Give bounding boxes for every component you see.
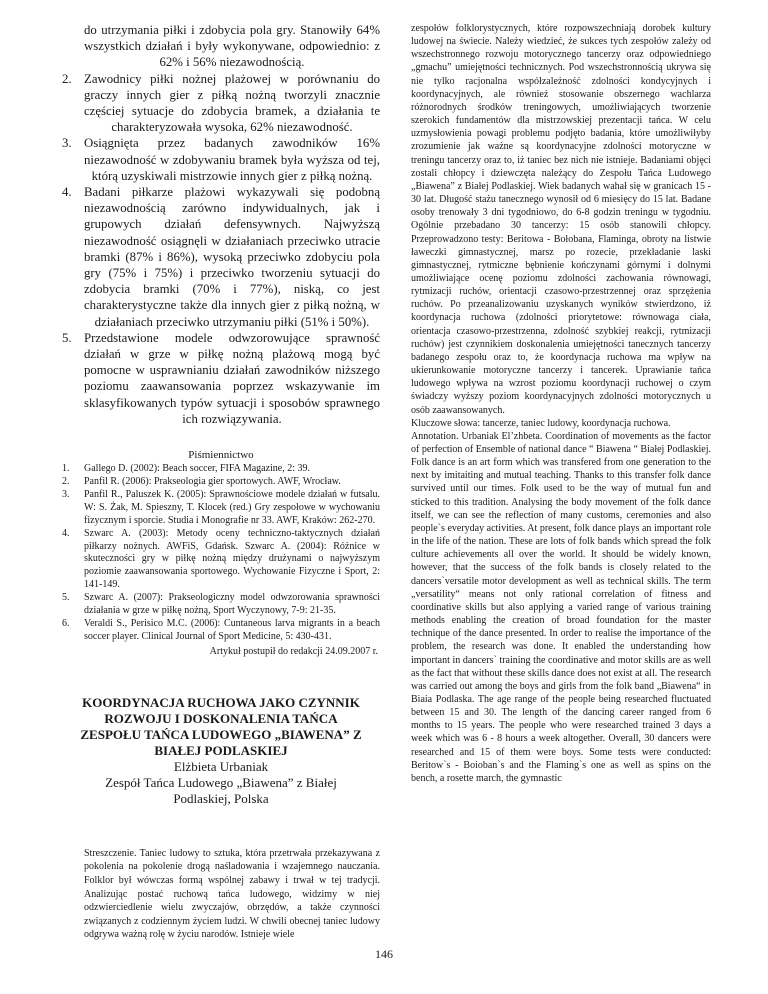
affiliation-line: Podlaskiej, Polska — [173, 790, 269, 806]
reference-item: 2. Panfil R. (2006): Prakseologia gier sportowych. AWF, Wrocław. — [62, 475, 341, 487]
reference-item: 3. Panfil R., Paluszek K. (2005): Sprawnościowe modele działań w futsalu. W: S. Żak, M. Spieszny, T. Klocek (red.) Gry zespołowe w wychowaniu fizycznym i sporcie. Studia i Monografie nr 33. AWF, Kraków: 262-270. — [62, 488, 380, 526]
reference-item: 1. Gallego D. (2002): Beach soccer, FIFA Magazine, 2: 39. — [62, 463, 311, 475]
references-list — [62, 463, 380, 644]
article-title-line: KOORDYNACJA RUCHOWA JAKO CZYNNIK — [82, 694, 360, 710]
page-number: 146 — [375, 947, 393, 961]
reference-item: 4. Szwarc A. (2003): Metody oceny techniczno-taktycznych działań piłkarzy nożnych. AWFiS, Gdańsk. Szwarc A. (2004): Różnice w skuteczności gry w piłkę nożną między drużynami o najwyższym poziomie zaawansowania sportowego. Wychowanie Fizyczne i Sport, 2: 141-149. — [62, 527, 380, 591]
list-item: 5. Przedstawione modele odwzorowujące sprawność działań w grze w piłkę nożną plażową mogą być pomocne w usprawnianiu działań zawodników niższego poziomu zaawansowania poprzez wskazywanie im sklasyfikowanych typów sytuacji i sposobów sprawnego ich rozwiązywania. — [62, 330, 380, 426]
abstract-polish: Streszczenie. Taniec ludowy to sztuka, która przetrwała przekazywana z pokolenia na pokolenie drogą naśladowania i wzajemnego nauczania. Folklor był wówczas formą wspólnej zabawy i trwał w tej tradycji. Analizując postać ruchową tańca ludowego, widzimy w niej odzwierciedlenie wielu zwyczajów, obrzędów, a także czynności związanych z codziennym życiem ludzi. W chwili obecnej taniec ludowy odgrywa ważną rolę w życiu narodów. Istnieje wiele — [84, 847, 380, 941]
conclusions-list — [62, 22, 380, 427]
list-item: do utrzymania piłki i zdobycia pola gry. Stanowiły 64% wszystkich działań i były wykonywane, odpowiednio: z 62% i 56% niezawodnością. — [84, 23, 380, 70]
references-heading: Piśmiennictwo — [188, 449, 254, 462]
list-item: 4. Badani piłkarze plażowi wykazywali się podobną niezawodnością zarówno indywidualnych, jak i grupowych działań defensywnych. Najwyższą niezawodność osiągnęli w działaniach przeciwko utracie bramki (87% i 86%), wysoką przeciwko zdobyciu pola gry (75% i 75%) i przeciwko tworzeniu sytuacji do zdobycia bramki (70% i 77%), niską, co jest charakterystyczne także dla innych gier z piłką nożną, w działaniach przeciwko utrzymaniu piłki (51% i 50%). — [62, 185, 380, 329]
list-item: 3. Osiągnięta przez badanych zawodników 16% niezawodność w zdobywaniu bramek była wyższa od tej, którą uzyskiwali mistrzowie innych gier z piłką nożną. — [62, 136, 380, 183]
article-title-block — [62, 695, 380, 807]
reference-item: 5. Szwarc A. (2007): Prakseologiczny model odwzorowania sprawności działania w grze w piłkę nożną, Sport Wyczynowy, 7-9: 21-35. — [62, 592, 380, 617]
abstract-continuation: zespołów folklorystycznych, które rozpowszechniają dorobek kultury ludowej na świecie. Należy wiedzieć, że sukces tych zespołów zależy od wszechstronnego rozwoju motorycznego tancerzy oraz odpowiedniego „gmachu” umiejętności technicznych. Pod wszechstronnością ukrywa się nie tylko racjonalna współzależność zdolności kondycyjnych i koordynacyjnych, ale również stosowanie obszernego wachlarza różnorodnych środków treningowych, umożliwiających tworzenie szerokich fundamentów dla mistrzowskiej prezentacji tańca. W celu uzmysłowienia powagi problemu podjęto badania, które umożliwiłyby zrozumienie jak ważne są koordynacyjne zdolności motoryczne w treningu tancerzy oraz to, iż taniec bez nich nie istnieje. Badaniami objęci zostali chłopcy i dziewczęta należący do Zespołu Tańca Ludowego „Biawena” z Białej Podlaskiej. Wiek badanych wahał się w granicach 15 - 30 lat. Długość stażu tanecznego wynosił od 6 miesięcy do 15 lat. Badane osoby trenowały 3 dni tygodniowo, do 6-8 godzin treningu w tygodniu. Ogólnie przebadano 30 tancerzy: 15 osób stanowili chłopcy. Przeprowadzono testy: Beritowa - Bołobana, Flaminga, obroty na listwie ławeczki gimnastycznej, marsz po rozecie, przekładanie laski gimnastycznej, rytmiczne bębnienie kończynami górnymi i dolnymi umożliwiające ocenę poziomu zdolności zachowania równowagi, rytmizacji ruchów, orientacji czasowo-przestrzennej oraz sprzężenia ruchów. Po przeanalizowaniu uzyskanych wyników stwierdzono, iż koordynacja ruchowa (zdolności priorytetowe: równowaga ciała, orientacja czasowo-przestrzenna, zdolność szybkiej reakcji, rytmizacji ruchów) jest czynnikiem doskonalenia umiejętności tanecznych tancerzy badanego zespołu oraz to, że koordynacja ruchowa ma wpływ na ukierunkowanie motoryczne tancerzy i tancerek. Uprawianie tańca ludowego wpływa na wzrost poziomu koordynacji ruchowej o czym świadczy wyższy poziom koordynacyjnych zdolności motorycznych u osób zaawansowanych. — [411, 23, 711, 416]
list-item: 2. Zawodnicy piłki nożnej plażowej w porównaniu do graczy innych gier z piłką nożną tworzyli znacznie częściej sytuacje do zdobycia bramek, a działania te charakteryzowała wysoka, 62% niezawodność. — [62, 71, 380, 135]
annotation-english: Annotation. Urbaniak El’zhbeta. Coordination of movements as the factor of perfection of Ensemble of national dance “ Biawena “ Białej Podlaskiej. Folk dance is an art form which was transfered from one generation to the next by imitaiting and mutual teaching. Thanks to this transfer folk dance survived until our times. Folk used to be the way of mutual fun and sticked to this tradition. Analysing the body movement of the folk dance itself, we can see the reflection of many customs, ceremonies and also people`s everyday activities. At present, folk dance plays an important role in the life of the nation. These are lots of folk bands which spread the folk culture achievements all over the world. It should be widely known, however, that the success of the folk bands is closely related to the dancers`versatile motor development as well as technical skills. The term „versatility“ means not only rational correlation of fitness and coordinative skills but also applying a varied range of various training methods enabling the creation of broad foundation for the master technique of the dance presented. In order to realise the importance of the problem, the research was done. It enabled the understanding how important in dancers` training the coordinative and motor skills are as well as the fact that without these skills dance does not exist at all. The research was carried out among the boys and girls from the folk band „Biawena“ in Biaia Podlaska. The age range of the people being researched fluctuated between 15 and 30. The length of the dancing career ranged from 6 months to 15 years. The people who were researched trained 3 days a week which was 6 - 8 hours a week altogether. Overall, 30 dancers were researched and 15 of them were boys. Some tests were conducted: Beritow`s - Boioban`s and the Flaming`s one as well as spins on the bench, a rosette march, the gymnastic — [411, 430, 711, 784]
affiliation-line: Zespół Tańca Ludowego „Biawena” z Białej — [105, 774, 337, 790]
article-title-line: BIAŁEJ PODLASKIEJ — [154, 742, 288, 758]
article-title-line: ZESPOŁU TAŃCA LUDOWEGO „BIAWENA” Z — [80, 726, 362, 742]
reference-item: 6. Veraldi S., Perisico M.C. (2006): Cuntaneous larva migrants in a beach soccer player. Clinical Journal of Sport Medicine, 5: 430-431. — [62, 617, 380, 642]
received-date: Artykuł postupił do redakcji 24.09.2007 r. — [209, 645, 378, 657]
keywords: Kluczowe słowa: tancerze, taniec ludowy, koordynacja ruchowa. — [411, 417, 671, 429]
author-name: Elżbieta Urbaniak — [173, 758, 269, 774]
left-column — [62, 22, 380, 942]
right-column — [411, 22, 711, 785]
article-title-line: ROZWOJU I DOSKONALENIA TAŃCA — [104, 710, 338, 726]
